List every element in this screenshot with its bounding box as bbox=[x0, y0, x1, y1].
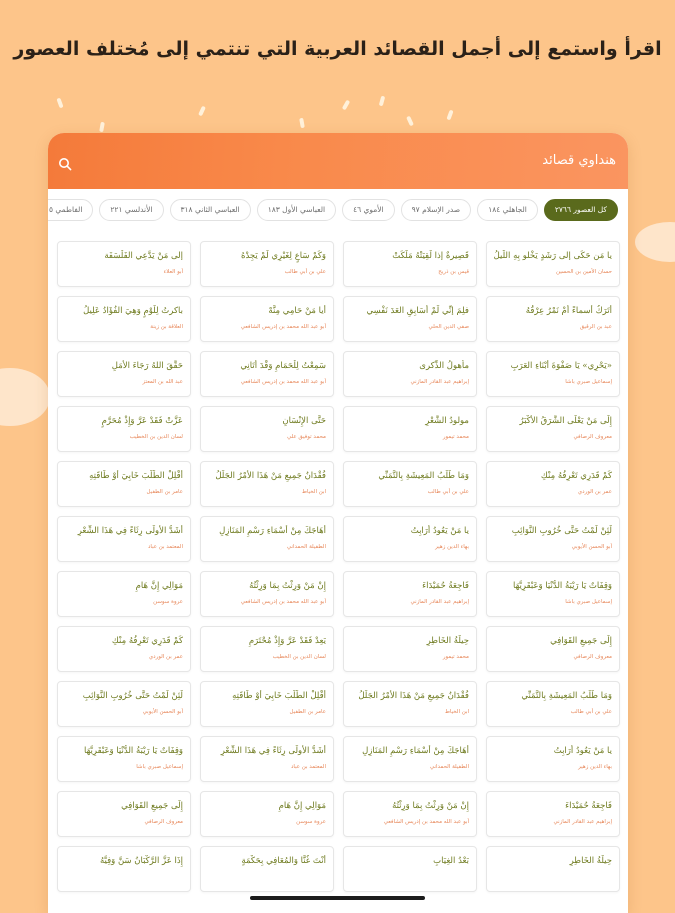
poem-title: وَمَا طَلَبُ المَعِيشَةِ بِالتَّمَنِّي bbox=[521, 691, 612, 701]
poem-author: عروة سوسن bbox=[296, 819, 326, 825]
poem-card[interactable] bbox=[200, 406, 334, 452]
poem-title: مولودُ الشَّعْرِ bbox=[425, 416, 469, 426]
poem-title: فَاجِعَةُ حُمَيْدَاءَ bbox=[422, 581, 469, 591]
poem-title: أَهَاجَكَ مِنْ أَسْمَاءِ رَسْمِ المَنَازِلِ bbox=[219, 526, 326, 536]
poem-title: أَهَاجَكَ مِنْ أَسْمَاءِ رَسْمِ المَنَازِلِ bbox=[362, 746, 469, 756]
poem-card[interactable] bbox=[200, 791, 334, 837]
poem-author: محمد تيمور bbox=[442, 654, 469, 660]
poem-author: بهاء الدين زهير bbox=[578, 764, 612, 770]
poem-card[interactable] bbox=[486, 736, 620, 782]
poem-title: مَوَالِي إِنَّ هَامِ bbox=[135, 581, 183, 591]
poem-title: قَصِيرةٌ إذا لَقِيَتْهُ مَلَّكَتْ bbox=[392, 251, 469, 261]
poem-author: أبو الحسن الأيوبي bbox=[571, 544, 612, 550]
poem-card[interactable] bbox=[57, 406, 191, 452]
poem-title: إِنْ مَنْ وَرِثْتُ بِمَا وَرِثْتُهُ bbox=[392, 801, 469, 811]
poem-title: يا مَنْ يَعُودُ أَرَابِتُ bbox=[553, 746, 612, 756]
poem-author: لسان الدين بن الخطيب bbox=[272, 654, 326, 660]
poem-author: المعتمد بن عباد bbox=[147, 544, 183, 550]
poem-card[interactable] bbox=[343, 736, 477, 782]
poem-card[interactable] bbox=[343, 681, 477, 727]
poem-author: علي بن أبي طالب bbox=[284, 269, 326, 275]
poem-card[interactable] bbox=[343, 571, 477, 617]
poem-author: أبو عبد الله محمد بن إدريس الشافعي bbox=[240, 379, 326, 385]
poem-author: العلاقة بن زينة bbox=[150, 324, 183, 330]
poem-card[interactable] bbox=[486, 626, 620, 672]
poem-title: فُقْدَانُ جَمِيعِ مَنْ هَذَا الأَمْرُ الجَلَلُ bbox=[358, 691, 469, 701]
poem-title: أَنْتَ غُنَّا وَالمُعَافِي بِحَكْمَةٍ bbox=[241, 856, 326, 866]
poem-card[interactable] bbox=[486, 791, 620, 837]
poem-author: عمر بن الوردي bbox=[148, 654, 183, 660]
poem-author: أبو عبد الله محمد بن إدريس الشافعي bbox=[240, 599, 326, 605]
search-button[interactable] bbox=[58, 157, 72, 171]
poem-card[interactable] bbox=[343, 241, 477, 287]
era-chip[interactable]: الأموي ٤٦ bbox=[342, 199, 395, 221]
poem-author: معروف الرصافي bbox=[573, 434, 612, 440]
poem-card[interactable] bbox=[486, 516, 620, 562]
poem-title: فَاجِعَةُ حُمَيْدَاءَ bbox=[565, 801, 612, 811]
poem-author: أبو العلاء bbox=[163, 269, 183, 275]
poem-card[interactable] bbox=[343, 626, 477, 672]
poem-title: حَتَّى الإِنْسَانِ bbox=[282, 416, 326, 426]
poem-title: كَمْ قَدَرِي تَعْرِفُهُ مِنْكِ bbox=[540, 471, 612, 481]
poem-card[interactable] bbox=[57, 571, 191, 617]
poem-title: لَئِنْ لَمْتُ حَتَّى خُرُوبِ النَّوَائِبِ bbox=[82, 691, 183, 701]
poem-card[interactable] bbox=[200, 296, 334, 342]
poem-author: عامر بن الطفيل bbox=[146, 489, 183, 495]
poem-author: الطفيلة الحمداني bbox=[286, 544, 326, 550]
poem-author: إبراهيم عبد القادر المازني bbox=[410, 379, 469, 385]
poem-title: مَوَالِي إِنَّ هَامِ bbox=[278, 801, 326, 811]
poem-author: عروة سوسن bbox=[153, 599, 183, 605]
poem-author: إسماعيل صبري باشا bbox=[136, 764, 183, 770]
era-chip[interactable]: الفاطمي ٥ bbox=[48, 199, 93, 221]
poem-author: عبد بن الرقيق bbox=[579, 324, 612, 330]
poem-card[interactable] bbox=[343, 351, 477, 397]
poem-card[interactable] bbox=[200, 571, 334, 617]
poem-card[interactable] bbox=[57, 791, 191, 837]
poem-title: يا مَنْ يَعُودُ أَرَابِتُ bbox=[410, 526, 469, 536]
poem-author: محمد توفيق علي bbox=[287, 434, 326, 440]
poem-card[interactable] bbox=[57, 626, 191, 672]
poem-card[interactable] bbox=[57, 516, 191, 562]
poem-title: إلى مَنْ يَدَّعِي الفَلْسَفَة bbox=[104, 251, 183, 261]
promo-headline: اقرأ واستمع إلى أجمل القصائد العربية التي تنتمي إلى مُختلف العصور bbox=[13, 38, 662, 60]
poem-card[interactable] bbox=[486, 681, 620, 727]
poem-card[interactable] bbox=[486, 461, 620, 507]
poem-title: إِذَا عَزَّ الرَّكْبَانُ سَنَّ وَفِيَّهُ bbox=[99, 856, 183, 866]
era-chip[interactable]: الجاهلي ١٨٤ bbox=[477, 199, 538, 221]
poem-card[interactable] bbox=[343, 296, 477, 342]
era-chip[interactable]: العباسي الأول ١٨٣ bbox=[257, 199, 336, 221]
poem-author: أبو عبد الله محمد بن إدريس الشافعي bbox=[383, 819, 469, 825]
poem-card[interactable] bbox=[57, 736, 191, 782]
poem-title: لَئِنْ لَمْتُ حَتَّى خُرُوبِ النَّوَائِبِ bbox=[511, 526, 612, 536]
poem-title: حَقَّقَ اللهُ رَجَاءَ الأَمَلِ bbox=[111, 361, 183, 371]
poem-title: عَزَّتْ فَقَدْ عَرَّ وَإِذْ مُحَرَّمٍ bbox=[101, 416, 183, 426]
poem-author: معروف الرصافي bbox=[144, 819, 183, 825]
app-title: هنداوي قصائد bbox=[542, 153, 616, 168]
poems-grid bbox=[56, 241, 620, 892]
poem-author: إسماعيل صبري باشا bbox=[565, 599, 612, 605]
poem-author: إبراهيم عبد القادر المازني bbox=[410, 599, 469, 605]
poem-card[interactable] bbox=[486, 571, 620, 617]
poem-card[interactable] bbox=[200, 516, 334, 562]
poem-card[interactable] bbox=[486, 351, 620, 397]
era-chip[interactable]: العباسي الثاني ٣١٨ bbox=[170, 199, 251, 221]
poem-author: عبد الله بن المعتز bbox=[142, 379, 183, 385]
poem-title: مأهولُ الذِّكرى bbox=[419, 361, 469, 371]
poem-author: قيس بن ذريح bbox=[438, 269, 469, 275]
poem-author: المعتمد بن عباد bbox=[290, 764, 326, 770]
poem-title: يا مَن حَكَى إلى رَشَدٍ يَخْلو بِهِ اللَّيلُ bbox=[494, 251, 612, 261]
decor-blob-right bbox=[635, 222, 675, 262]
poem-title: كَمْ قَدَرِي تَعْرِفُهُ مِنْكِ bbox=[111, 636, 183, 646]
app-bar bbox=[48, 133, 628, 189]
poem-author: معروف الرصافي bbox=[573, 654, 612, 660]
poem-card[interactable] bbox=[486, 406, 620, 452]
poem-author: علي بن أبي طالب bbox=[570, 709, 612, 715]
poem-card[interactable] bbox=[343, 406, 477, 452]
poem-author: بهاء الدين زهير bbox=[435, 544, 469, 550]
poem-title: وَكَمْ سَاعٍ لِغَيْرِي لَمْ يَجِدْهُ bbox=[240, 251, 326, 261]
poem-card[interactable] bbox=[343, 516, 477, 562]
poem-title: وَمَا طَلَبُ المَعِيشَةِ بِالتَّمَنِّي bbox=[378, 471, 469, 481]
poem-author: ابن الخياط bbox=[444, 709, 469, 715]
poem-title: إِلَى جَمِيعِ القَوَافِي bbox=[121, 801, 183, 811]
poem-title: «يَحْرِي» يَا صَفْوَةَ أَبْنَاءِ العَرَبِ bbox=[510, 361, 612, 371]
poem-title: حِيلَةُ الخَاطِرِ bbox=[426, 636, 469, 646]
poem-author: عامر بن الطفيل bbox=[289, 709, 326, 715]
poem-card[interactable] bbox=[486, 296, 620, 342]
poem-title: أَشَدُّ الأُولَى رِثَاءً فِي هَذَا الشِّعْرِ bbox=[220, 746, 326, 756]
poem-title: أَقْلِلْ الطَّلَبَ خَابِيَ أَوْ طَاقَتِهِ bbox=[232, 691, 326, 701]
poem-card[interactable] bbox=[343, 791, 477, 837]
poem-title: سَمِعْتُ لِلْحَمَامِ وَقْدَ أَتَانِي bbox=[240, 361, 326, 371]
poem-author: ابن الخياط bbox=[301, 489, 326, 495]
poem-card[interactable] bbox=[200, 461, 334, 507]
poem-title: إِلَى مَنْ يَعْلَى الشَّرَقُ الأَكْبَرُ bbox=[519, 416, 612, 426]
poem-author: الطفيلة الحمداني bbox=[429, 764, 469, 770]
poem-title: باكرتُ لِلَوْمٍ وَهِيَ الفُؤَادُ عَلِيلُ bbox=[83, 306, 183, 316]
poem-card[interactable] bbox=[200, 846, 334, 892]
home-indicator[interactable] bbox=[250, 896, 425, 900]
era-chip[interactable]: الأندلسي ٢٢١ bbox=[99, 199, 163, 221]
poem-card[interactable] bbox=[200, 736, 334, 782]
poem-author: صفي الدين الحلي bbox=[428, 324, 469, 330]
poem-card[interactable] bbox=[343, 846, 477, 892]
poem-author: علي بن أبي طالب bbox=[427, 489, 469, 495]
poem-card[interactable] bbox=[200, 626, 334, 672]
poem-title: أَشَدُّ الأُولَى رِثَاءً فِي هَذَا الشِّعْرِ bbox=[77, 526, 183, 536]
poem-card[interactable] bbox=[57, 241, 191, 287]
poem-author: أبو الحسن الأيوبي bbox=[142, 709, 183, 715]
poem-title: بَعْدُ الغِيَابِ bbox=[433, 856, 469, 866]
poem-title: يَعِدْ فَقَدْ عَرَّ وَإِذْ مُحْتَرَمِ bbox=[248, 636, 326, 646]
poem-title: وَقِفَاتٌ يَا رَيْبَةُ الدُّنْيَا وَعَبْقَرِيَّهَا bbox=[513, 581, 612, 591]
poem-title: إِلَى جَمِيعِ القَوَافِي bbox=[550, 636, 612, 646]
poem-card[interactable] bbox=[57, 846, 191, 892]
poem-author: حسان الأمين بن الحسين bbox=[556, 269, 612, 275]
poem-title: فُقْدَانُ جَمِيعِ مَنْ هَذَا الأَمْرُ الجَلَلُ bbox=[215, 471, 326, 481]
era-filter-chips bbox=[48, 199, 628, 221]
tablet-screen bbox=[48, 133, 628, 913]
decor-seeds bbox=[0, 92, 675, 132]
poem-author: محمد تيمور bbox=[442, 434, 469, 440]
poem-author: لسان الدين بن الخطيب bbox=[129, 434, 183, 440]
poem-author: عمر بن الوردي bbox=[577, 489, 612, 495]
poem-author: إسماعيل صبري باشا bbox=[565, 379, 612, 385]
poem-title: أَتَرَكُ أسماءً أَمْ نَمْرُ عِرْقُهُ bbox=[525, 306, 612, 316]
poem-card[interactable] bbox=[486, 846, 620, 892]
poem-card[interactable] bbox=[57, 461, 191, 507]
poem-author: أبو عبد الله محمد بن إدريس الشافعي bbox=[240, 324, 326, 330]
poem-title: إِنْ مَنْ وَرِثْتُ بِمَا وَرِثْتُهُ bbox=[249, 581, 326, 591]
poem-card[interactable] bbox=[343, 461, 477, 507]
poem-card[interactable] bbox=[57, 296, 191, 342]
poem-card[interactable] bbox=[57, 681, 191, 727]
era-chip[interactable]: صدر الإسلام ٩٧ bbox=[401, 199, 472, 221]
poem-card[interactable] bbox=[200, 681, 334, 727]
poem-card[interactable] bbox=[200, 351, 334, 397]
poem-card[interactable] bbox=[200, 241, 334, 287]
poem-title: حِيلَةُ الخَاطِرِ bbox=[569, 856, 612, 866]
poem-title: أَقْلِلْ الطَّلَبَ خَابِيَ أَوْ طَاقَتِهِ bbox=[89, 471, 183, 481]
search-icon bbox=[58, 157, 72, 171]
poem-title: أيا مَنْ حَامِي مِنَّهْ bbox=[268, 306, 326, 316]
poem-title: فلِمَ إنِّي لَمْ أُسَابِقِ العَدَ نَفْسِي bbox=[366, 306, 469, 316]
poem-card[interactable] bbox=[486, 241, 620, 287]
era-chip[interactable]: كل العصور ٢٧٦٦ bbox=[544, 199, 618, 221]
poem-card[interactable] bbox=[57, 351, 191, 397]
poem-title: وَقِفَاتٌ يَا رَيْبَةُ الدُّنْيَا وَعَبْقَرِيَّهَا bbox=[84, 746, 183, 756]
decor-blob-left bbox=[0, 368, 50, 426]
poem-author: إبراهيم عبد القادر المازني bbox=[553, 819, 612, 825]
